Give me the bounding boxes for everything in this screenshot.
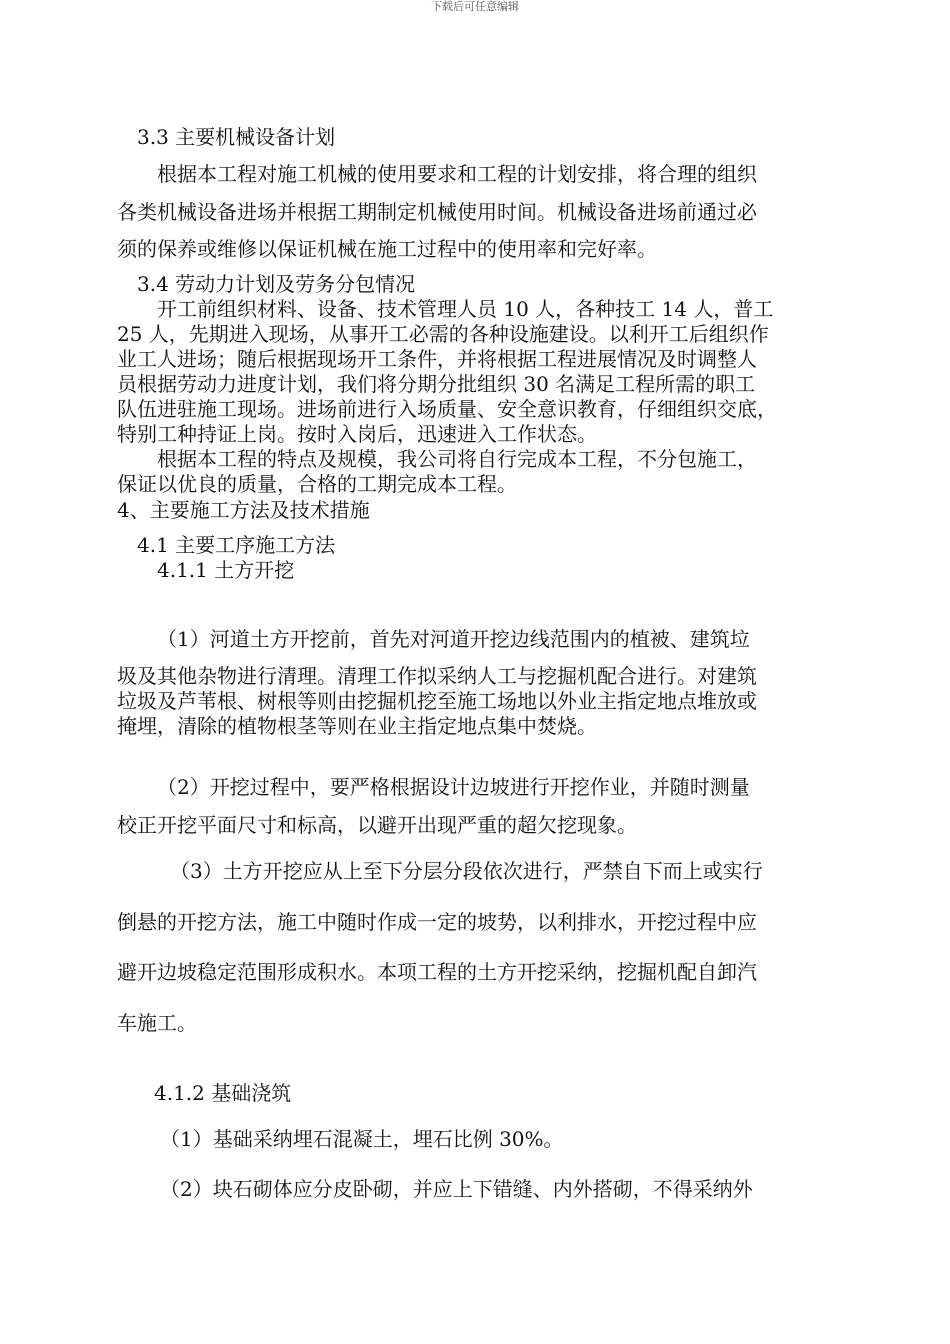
paragraph-line: 25 人，先期进入现场，从事开工必需的各种设施建设。以利开工后组织作 bbox=[117, 322, 769, 346]
section-heading-4-1: 4.1 主要工序施工方法 bbox=[137, 533, 336, 557]
paragraph-line: 根据本工程的特点及规模，我公司将自行完成本工程，不分包施工， bbox=[157, 447, 757, 471]
paragraph-line: 倒悬的开挖方法，施工中随时作成一定的坡势，以利排水，开挖过程中应 bbox=[117, 910, 757, 934]
section-heading-4-1-1: 4.1.1 土方开挖 bbox=[157, 558, 295, 582]
paragraph-line: 掩埋，清除的植物根茎等则在业主指定地点集中焚烧。 bbox=[117, 714, 597, 738]
paragraph-line: 避开边坡稳定范围形成积水。本项工程的土方开挖采纳，挖掘机配自卸汽 bbox=[117, 960, 757, 984]
section-heading-3-4: 3.4 劳动力计划及劳务分包情况 bbox=[137, 272, 416, 296]
paragraph-line: 业工人进场；随后根据现场开工条件，并将根据工程进展情况及时调整人 bbox=[117, 347, 757, 371]
paragraph-line: （3）土方开挖应从上至下分层分段依次进行，严禁自下而上或实行 bbox=[170, 859, 763, 883]
section-heading-3-3: 3.3 主要机械设备计划 bbox=[137, 125, 336, 149]
page-header: 下载后可任意编辑 bbox=[431, 0, 519, 13]
paragraph-line: 保证以优良的质量，合格的工期完成本工程。 bbox=[117, 472, 517, 496]
paragraph-line: 开工前组织材料、设备、技术管理人员 10 人，各种技工 14 人，普工 bbox=[157, 297, 774, 321]
paragraph-line: 圾及其他杂物进行清理。清理工作拟采纳人工与挖掘机配合进行。对建筑 bbox=[117, 664, 757, 688]
paragraph-line: 根据本工程对施工机械的使用要求和工程的计划安排，将合理的组织 bbox=[157, 162, 757, 186]
paragraph-line: 车施工。 bbox=[117, 1011, 197, 1035]
paragraph-line: 校正开挖平面尺寸和标高，以避开出现严重的超欠挖现象。 bbox=[117, 813, 637, 837]
paragraph-line: 须的保养或维修以保证机械在施工过程中的使用率和完好率。 bbox=[117, 237, 657, 261]
paragraph-line: 员根据劳动力进度计划，我们将分期分批组织 30 名满足工程所需的职工 bbox=[117, 372, 756, 396]
section-heading-4: 4、主要施工方法及技术措施 bbox=[117, 498, 370, 522]
paragraph-line: 队伍进驻施工现场。进场前进行入场质量、安全意识教育，仔细组织交底， bbox=[117, 397, 777, 421]
paragraph-line: 各类机械设备进场并根据工期制定机械使用时间。机械设备进场前通过必 bbox=[117, 200, 757, 224]
paragraph-line: 特别工种持证上岗。按时入岗后，迅速进入工作状态。 bbox=[117, 422, 597, 446]
paragraph-line: （2）块石砌体应分皮卧砌，并应上下错缝、内外搭砌，不得采纳外 bbox=[160, 1177, 753, 1201]
paragraph-line: 垃圾及芦苇根、树根等则由挖掘机挖至施工场地以外业主指定地点堆放或 bbox=[117, 689, 757, 713]
paragraph-line: （1）河道土方开挖前，首先对河道开挖边线范围内的植被、建筑垃 bbox=[157, 627, 750, 651]
paragraph-line: （1）基础采纳埋石混凝土，埋石比例 30%。 bbox=[160, 1127, 564, 1151]
paragraph-line: （2）开挖过程中，要严格根据设计边坡进行开挖作业，并随时测量 bbox=[157, 775, 750, 799]
section-heading-4-1-2: 4.1.2 基础浇筑 bbox=[154, 1081, 292, 1105]
